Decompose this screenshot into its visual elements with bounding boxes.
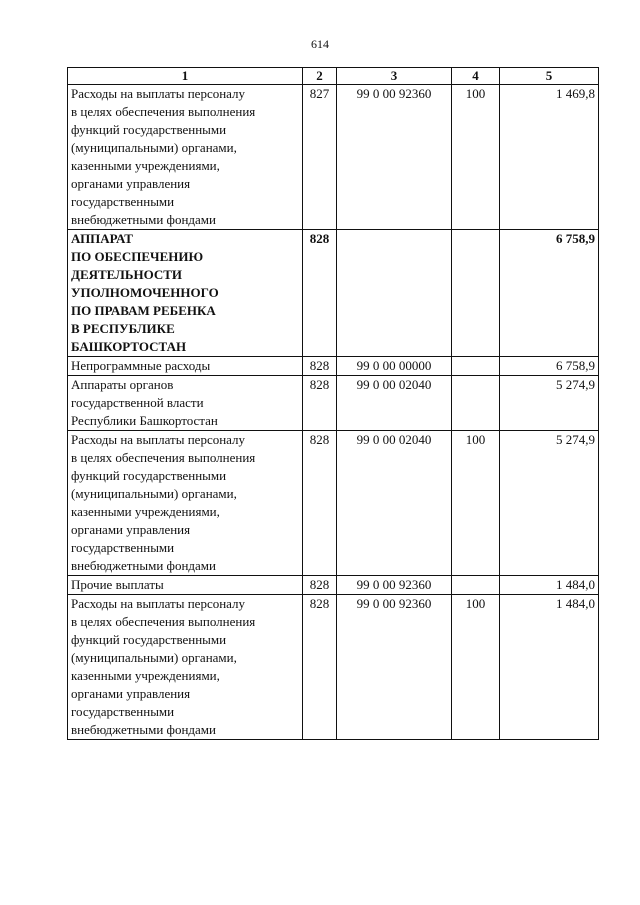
row-name-cell: Аппараты органов государственной власти Республики Башкортостан (68, 376, 303, 431)
header-col-1: 1 (68, 68, 303, 85)
row-code-cell: 828 (303, 230, 337, 357)
row-amount-cell: 5 274,9 (500, 431, 599, 576)
row-target-article-cell: 99 0 00 00000 (337, 357, 452, 376)
row-amount-cell: 6 758,9 (500, 230, 599, 357)
row-code-cell: 828 (303, 357, 337, 376)
row-name-cell: Непрограммные расходы (68, 357, 303, 376)
table-row (68, 576, 599, 595)
row-code-cell: 828 (303, 431, 337, 576)
row-amount-cell: 1 484,0 (500, 595, 599, 740)
row-expense-type-cell (452, 230, 500, 357)
row-amount-cell: 6 758,9 (500, 357, 599, 376)
row-expense-type-cell (452, 357, 500, 376)
row-expense-type-cell: 100 (452, 85, 500, 230)
header-col-3: 3 (337, 68, 452, 85)
table-header-row (68, 68, 599, 85)
row-name-cell: Расходы на выплаты персоналу в целях обеспечения выполнения функций государственными (муниципальными) органами, казенными учреждениями, органами управления государственными внебюджетными фондами (68, 595, 303, 740)
row-name-cell: Расходы на выплаты персоналу в целях обеспечения выполнения функций государственными (муниципальными) органами, казенными учреждениями, органами управления государственными внебюджетными фондами (68, 431, 303, 576)
table-row (68, 357, 599, 376)
header-col-4: 4 (452, 68, 500, 85)
table-row (68, 431, 599, 576)
row-target-article-cell: 99 0 00 02040 (337, 376, 452, 431)
table-row (68, 85, 599, 230)
row-amount-cell: 5 274,9 (500, 376, 599, 431)
row-amount-cell: 1 469,8 (500, 85, 599, 230)
header-col-5: 5 (500, 68, 599, 85)
row-name-cell: Прочие выплаты (68, 576, 303, 595)
row-code-cell: 828 (303, 595, 337, 740)
row-amount-cell: 1 484,0 (500, 576, 599, 595)
row-code-cell: 828 (303, 376, 337, 431)
row-target-article-cell: 99 0 00 92360 (337, 576, 452, 595)
row-expense-type-cell: 100 (452, 595, 500, 740)
row-expense-type-cell (452, 576, 500, 595)
page-number: 614 (311, 37, 329, 51)
table-row (68, 595, 599, 740)
row-expense-type-cell (452, 376, 500, 431)
row-name-cell: АППАРАТ ПО ОБЕСПЕЧЕНИЮ ДЕЯТЕЛЬНОСТИ УПОЛНОМОЧЕННОГО ПО ПРАВАМ РЕБЕНКА В РЕСПУБЛИКЕ БАШКОРТОСТАН (68, 230, 303, 357)
row-name-cell: Расходы на выплаты персоналу в целях обеспечения выполнения функций государственными (муниципальными) органами, казенными учреждениями, органами управления государственными внебюджетными фондами (68, 85, 303, 230)
table-row (68, 230, 599, 357)
header-col-2: 2 (303, 68, 337, 85)
budget-table (67, 67, 599, 740)
row-target-article-cell: 99 0 00 92360 (337, 85, 452, 230)
row-code-cell: 828 (303, 576, 337, 595)
row-expense-type-cell: 100 (452, 431, 500, 576)
row-target-article-cell: 99 0 00 02040 (337, 431, 452, 576)
row-target-article-cell: 99 0 00 92360 (337, 595, 452, 740)
table-row (68, 376, 599, 431)
row-code-cell: 827 (303, 85, 337, 230)
row-target-article-cell (337, 230, 452, 357)
